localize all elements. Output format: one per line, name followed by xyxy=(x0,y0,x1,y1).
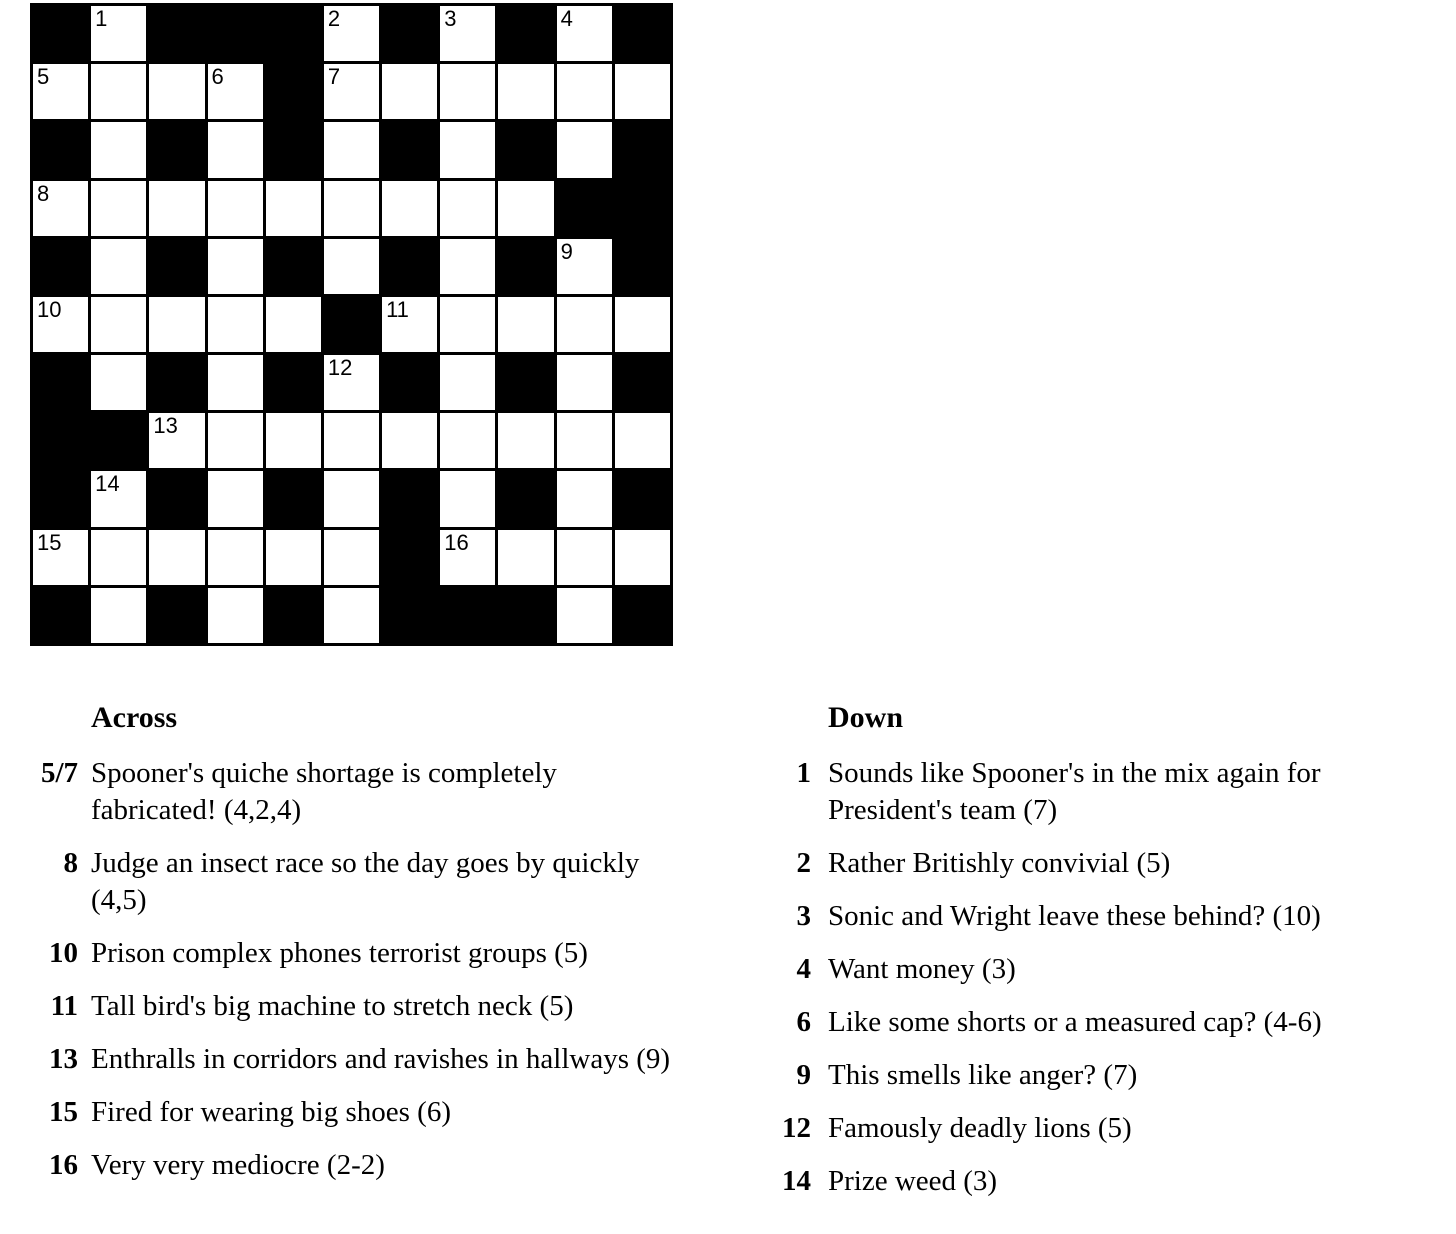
clue-text: Very very mediocre (2-2) xyxy=(91,1149,385,1181)
grid-cell-black xyxy=(33,239,88,294)
grid-cell-number: 8 xyxy=(37,180,50,206)
grid-cell-white[interactable] xyxy=(440,239,495,294)
grid-cell-white[interactable] xyxy=(266,297,321,352)
grid-cell-black xyxy=(266,64,321,119)
grid-cell-black xyxy=(33,471,88,526)
grid-cell-white[interactable] xyxy=(149,64,204,119)
clue-number: 13 xyxy=(49,1043,78,1075)
grid-cell-number: 7 xyxy=(327,64,341,90)
grid-cell-white[interactable] xyxy=(557,530,612,585)
clue-text: Sounds like Spooner's in the mix again for President's team (7) xyxy=(828,757,1321,826)
grid-cell-white[interactable] xyxy=(440,471,495,526)
grid-cell-black xyxy=(382,239,437,294)
grid-cell-black xyxy=(498,239,553,294)
grid-cell-number: 1 xyxy=(95,6,108,31)
down-clue-4 xyxy=(756,951,1446,988)
grid-cell-black xyxy=(615,588,670,643)
across-clue-15 xyxy=(18,1094,698,1131)
grid-cell-white[interactable] xyxy=(382,413,437,468)
down-clue-9 xyxy=(756,1057,1446,1094)
grid-cell-black xyxy=(557,181,612,236)
clue-text: Enthralls in corridors and ravishes in hallways (9) xyxy=(91,1043,671,1075)
across-clue-13 xyxy=(18,1041,698,1078)
grid-cell-white[interactable] xyxy=(33,297,88,352)
crossword-grid xyxy=(30,3,673,646)
grid-cell-black xyxy=(149,355,204,410)
down-clue-14 xyxy=(756,1163,1446,1200)
grid-cell-number: 10 xyxy=(37,296,62,322)
across-clue-list xyxy=(18,755,698,1184)
grid-cell-white[interactable] xyxy=(91,588,146,643)
clue-number: 9 xyxy=(796,1059,811,1091)
grid-cell-black xyxy=(615,355,670,410)
clue-text: Judge an insect race so the day goes by quickly (4,5) xyxy=(91,847,640,916)
grid-cell-white[interactable] xyxy=(498,297,553,352)
grid-cell-white[interactable] xyxy=(440,6,495,61)
grid-cell-black xyxy=(498,122,553,177)
grid-cell-white[interactable] xyxy=(440,297,495,352)
grid-cell-number: 4 xyxy=(560,6,573,31)
across-section xyxy=(18,700,698,1200)
clue-number: 10 xyxy=(49,937,78,969)
grid-cell-number: 2 xyxy=(327,6,341,31)
grid-cell-white[interactable] xyxy=(382,297,437,352)
grid-cell-black xyxy=(208,6,263,61)
grid-cell-number: 15 xyxy=(37,529,62,555)
grid-cell-number: 9 xyxy=(560,238,573,264)
grid-cell-black xyxy=(615,6,670,61)
across-clue-16 xyxy=(18,1147,698,1184)
grid-cell-black xyxy=(498,588,553,643)
grid-cell-white[interactable] xyxy=(557,64,612,119)
grid-cell-white[interactable] xyxy=(91,122,146,177)
across-clue-11 xyxy=(18,988,698,1025)
grid-cell-number: 11 xyxy=(386,296,409,322)
grid-cell-white[interactable] xyxy=(440,355,495,410)
clue-text: Like some shorts or a measured cap? (4-6) xyxy=(828,1006,1322,1038)
grid-cell-white[interactable] xyxy=(208,239,263,294)
grid-cell-white[interactable] xyxy=(615,64,670,119)
grid-cell-white[interactable] xyxy=(149,181,204,236)
grid-cell-number: 5 xyxy=(37,64,50,90)
clue-text: Sonic and Wright leave these behind? (10) xyxy=(828,900,1321,932)
clue-number: 15 xyxy=(49,1096,78,1128)
clue-number: 6 xyxy=(796,1006,811,1038)
grid-cell-white[interactable] xyxy=(440,64,495,119)
grid-cell-black xyxy=(382,588,437,643)
grid-cell-white[interactable] xyxy=(33,64,88,119)
grid-cell-black xyxy=(149,122,204,177)
grid-cell-white[interactable] xyxy=(557,471,612,526)
grid-cell-white[interactable] xyxy=(382,181,437,236)
grid-cell-white[interactable] xyxy=(324,6,379,61)
grid-cell-white[interactable] xyxy=(266,413,321,468)
grid-cell-black xyxy=(33,355,88,410)
clue-text: Famously deadly lions (5) xyxy=(828,1112,1132,1144)
grid-cell-white[interactable] xyxy=(440,530,495,585)
grid-cell-white[interactable] xyxy=(208,355,263,410)
grid-cell-black xyxy=(149,6,204,61)
clue-text: This smells like anger? (7) xyxy=(828,1059,1138,1091)
grid-cell-white[interactable] xyxy=(324,355,379,410)
clue-number: 8 xyxy=(63,847,78,879)
grid-cell-white[interactable] xyxy=(557,297,612,352)
grid-cell-white[interactable] xyxy=(440,181,495,236)
grid-cell-black xyxy=(266,6,321,61)
grid-cell-white[interactable] xyxy=(149,413,204,468)
grid-cell-white[interactable] xyxy=(324,588,379,643)
grid-cell-black xyxy=(266,239,321,294)
grid-cell-white[interactable] xyxy=(557,413,612,468)
clue-text: Prison complex phones terrorist groups (5) xyxy=(91,937,588,969)
grid-cell-black xyxy=(33,588,88,643)
clue-text: Fired for wearing big shoes (6) xyxy=(91,1096,451,1128)
down-clue-6 xyxy=(756,1004,1446,1041)
grid-cell-black xyxy=(382,471,437,526)
grid-cell-black xyxy=(266,588,321,643)
grid-cell-black xyxy=(324,297,379,352)
down-section xyxy=(756,700,1446,1216)
grid-cell-black xyxy=(91,413,146,468)
grid-cell-white[interactable] xyxy=(557,6,612,61)
down-clue-3 xyxy=(756,898,1446,935)
clue-number: 3 xyxy=(796,900,811,932)
grid-cell-white[interactable] xyxy=(208,471,263,526)
grid-cell-number: 13 xyxy=(153,413,178,439)
grid-cell-white[interactable] xyxy=(208,413,263,468)
grid-cell-white[interactable] xyxy=(91,64,146,119)
grid-cell-black xyxy=(149,471,204,526)
grid-cell-number: 12 xyxy=(327,355,353,381)
grid-cell-white[interactable] xyxy=(615,530,670,585)
grid-cell-black xyxy=(498,6,553,61)
grid-cell-white[interactable] xyxy=(557,588,612,643)
grid-cell-white[interactable] xyxy=(324,181,379,236)
clue-number: 11 xyxy=(50,990,78,1022)
grid-cell-black xyxy=(266,122,321,177)
grid-cell-black xyxy=(615,181,670,236)
clue-number: 12 xyxy=(782,1112,811,1144)
clue-text: Spooner's quiche shortage is completely fabricated! (4,2,4) xyxy=(91,757,557,826)
grid-cell-black xyxy=(498,471,553,526)
down-clue-12 xyxy=(756,1110,1446,1147)
grid-cell-number: 6 xyxy=(211,64,224,90)
grid-cell-black xyxy=(382,6,437,61)
grid-cell-white[interactable] xyxy=(324,471,379,526)
grid-cell-black xyxy=(382,122,437,177)
grid-cell-white[interactable] xyxy=(324,64,379,119)
grid-cell-white[interactable] xyxy=(498,413,553,468)
clue-number: 2 xyxy=(796,847,811,879)
grid-cell-black xyxy=(33,413,88,468)
down-clue-list xyxy=(756,755,1446,1200)
grid-cell-black xyxy=(33,122,88,177)
grid-cell-white[interactable] xyxy=(324,239,379,294)
grid-cell-black xyxy=(149,239,204,294)
grid-cell-white[interactable] xyxy=(615,297,670,352)
grid-cell-number: 3 xyxy=(444,6,457,31)
grid-cell-white[interactable] xyxy=(498,64,553,119)
grid-cell-black xyxy=(33,6,88,61)
grid-cell-white[interactable] xyxy=(91,297,146,352)
grid-cell-white[interactable] xyxy=(33,530,88,585)
grid-cell-white[interactable] xyxy=(324,413,379,468)
grid-cell-white[interactable] xyxy=(91,530,146,585)
grid-cell-white[interactable] xyxy=(615,413,670,468)
across-heading: Across xyxy=(91,701,178,734)
down-heading: Down xyxy=(828,701,904,734)
grid-cell-black xyxy=(615,239,670,294)
clue-text: Tall bird's big machine to stretch neck (5) xyxy=(91,990,574,1022)
grid-cell-white[interactable] xyxy=(440,413,495,468)
grid-cell-white[interactable] xyxy=(440,122,495,177)
grid-cell-white[interactable] xyxy=(266,181,321,236)
grid-cell-white[interactable] xyxy=(382,64,437,119)
clue-number: 16 xyxy=(49,1149,78,1181)
grid-cell-white[interactable] xyxy=(91,6,146,61)
grid-cell-white[interactable] xyxy=(91,181,146,236)
grid-cell-white[interactable] xyxy=(557,355,612,410)
clue-number: 4 xyxy=(796,953,811,985)
grid-cell-white[interactable] xyxy=(324,530,379,585)
clue-number: 14 xyxy=(782,1165,811,1197)
grid-cell-white[interactable] xyxy=(266,530,321,585)
grid-cell-white[interactable] xyxy=(208,297,263,352)
across-clue-8 xyxy=(18,845,698,919)
grid-cell-black xyxy=(382,355,437,410)
grid-cell-white[interactable] xyxy=(208,530,263,585)
grid-cell-black xyxy=(498,355,553,410)
clue-text: Want money (3) xyxy=(828,953,1016,985)
clue-number: 1 xyxy=(796,757,811,789)
grid-cell-white[interactable] xyxy=(149,297,204,352)
grid-cell-black xyxy=(440,588,495,643)
grid-cell-white[interactable] xyxy=(208,181,263,236)
grid-cell-white[interactable] xyxy=(557,239,612,294)
grid-cell-white[interactable] xyxy=(91,355,146,410)
down-clue-2 xyxy=(756,845,1446,882)
grid-cell-white[interactable] xyxy=(498,181,553,236)
grid-cell-white[interactable] xyxy=(33,181,88,236)
grid-cell-number: 16 xyxy=(444,529,469,555)
clue-number: 5/7 xyxy=(40,757,78,789)
grid-cell-black xyxy=(615,471,670,526)
grid-cell-number: 14 xyxy=(95,471,120,497)
grid-cell-black xyxy=(149,588,204,643)
clue-text: Rather Britishly convivial (5) xyxy=(828,847,1171,879)
grid-cell-black xyxy=(266,355,321,410)
across-clue-10 xyxy=(18,935,698,972)
grid-cell-black xyxy=(266,471,321,526)
grid-cell-white[interactable] xyxy=(91,471,146,526)
clue-text: Prize weed (3) xyxy=(828,1165,998,1197)
grid-cell-white[interactable] xyxy=(208,64,263,119)
grid-cell-white[interactable] xyxy=(557,122,612,177)
grid-cell-white[interactable] xyxy=(208,122,263,177)
grid-cell-white[interactable] xyxy=(208,588,263,643)
grid-cell-white[interactable] xyxy=(91,239,146,294)
across-clue-5-7 xyxy=(18,755,698,829)
grid-cell-white[interactable] xyxy=(498,530,553,585)
grid-cell-white[interactable] xyxy=(149,530,204,585)
grid-cell-black xyxy=(615,122,670,177)
grid-cell-white[interactable] xyxy=(324,122,379,177)
grid-cell-black xyxy=(382,530,437,585)
down-clue-1 xyxy=(756,755,1446,829)
